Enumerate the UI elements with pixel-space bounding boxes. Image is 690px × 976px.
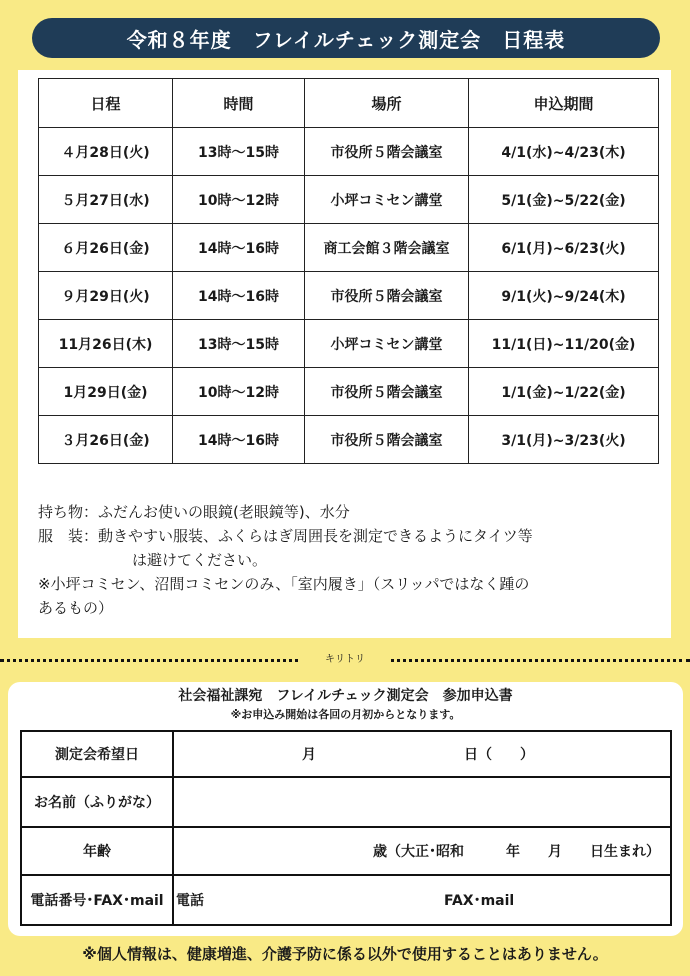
privacy-note: ※個人情報は、健康増進、介護予防に係る以外で使用することはありません。 — [82, 945, 608, 963]
contact-label: 電話番号･FAX･mail — [21, 875, 173, 925]
column-header-date: 日程 — [39, 79, 173, 128]
schedule-place: 商工会館３階会議室 — [305, 224, 469, 272]
schedule-place: 小坪コミセン講堂 — [305, 176, 469, 224]
month-label: 月 — [302, 747, 316, 763]
column-header-time: 時間 — [173, 79, 305, 128]
notes-section — [38, 500, 663, 620]
schedule-time: 10時〜12時 — [173, 176, 305, 224]
form-row-date — [21, 731, 671, 777]
note-indoor-shoes: ※小坪コミセン、沼間コミセンのみ、「室内履き」（スリッパではなく踵の — [38, 575, 530, 593]
form-row-age — [21, 827, 671, 875]
schedule-time: 13時〜15時 — [173, 128, 305, 176]
fax-mail-label: FAX･mail — [444, 893, 515, 909]
note-clothing-cont: は避けてください。 — [132, 551, 268, 569]
schedule-date: ６月26日(金) — [39, 224, 173, 272]
table-row — [39, 368, 659, 416]
phone-label: 電話 — [176, 893, 204, 909]
schedule-period: 3/1(月)~3/23(火) — [469, 416, 659, 464]
day-label: 日（ ） — [464, 747, 534, 763]
table-row — [39, 320, 659, 368]
schedule-place: 市役所５階会議室 — [305, 128, 469, 176]
form-row-contact — [21, 875, 671, 925]
form-row-name — [21, 777, 671, 827]
schedule-time: 13時〜15時 — [173, 320, 305, 368]
schedule-header-row — [39, 79, 659, 128]
schedule-panel — [18, 70, 671, 638]
schedule-table — [38, 78, 659, 464]
note-indoor-shoes-cont: あるもの） — [38, 599, 114, 617]
schedule-date: ９月29日(火) — [39, 272, 173, 320]
schedule-period: 11/1(日)~11/20(金) — [469, 320, 659, 368]
schedule-place: 市役所５階会議室 — [305, 272, 469, 320]
table-row — [39, 224, 659, 272]
application-form — [8, 682, 683, 936]
table-row — [39, 128, 659, 176]
schedule-date: 1月29日(金) — [39, 368, 173, 416]
application-table — [20, 730, 672, 926]
desired-date-field[interactable] — [173, 731, 671, 777]
schedule-place: 市役所５階会議室 — [305, 368, 469, 416]
schedule-time: 10時〜12時 — [173, 368, 305, 416]
schedule-date: 11月26日(木) — [39, 320, 173, 368]
schedule-date: ３月26日(金) — [39, 416, 173, 464]
desired-date-label: 測定会希望日 — [21, 731, 173, 777]
schedule-period: 4/1(水)~4/23(木) — [469, 128, 659, 176]
schedule-period: 9/1(火)~9/24(木) — [469, 272, 659, 320]
schedule-period: 1/1(金)~1/22(金) — [469, 368, 659, 416]
column-header-place: 場所 — [305, 79, 469, 128]
table-row — [39, 416, 659, 464]
form-subtitle: ※お申込み開始は各回の月初からとなります。 — [230, 708, 461, 721]
page-title: 令和８年度 フレイルチェック測定会 日程表 — [32, 18, 660, 58]
schedule-time: 14時〜16時 — [173, 272, 305, 320]
schedule-date: ５月27日(水) — [39, 176, 173, 224]
age-birth-text: 歳（大正･昭和 年 月 日生まれ） — [373, 844, 660, 860]
column-header-period: 申込期間 — [469, 79, 659, 128]
note-belongings: 持ち物：ふだんお使いの眼鏡(老眼鏡等)、水分 — [38, 503, 350, 521]
table-row — [39, 272, 659, 320]
age-label: 年齢 — [21, 827, 173, 875]
name-field[interactable] — [173, 777, 671, 827]
form-title: 社会福祉課宛 フレイルチェック測定会 参加申込書 — [178, 688, 513, 704]
age-field[interactable] — [173, 827, 671, 875]
schedule-place: 市役所５階会議室 — [305, 416, 469, 464]
schedule-period: 5/1(金)~5/22(金) — [469, 176, 659, 224]
schedule-place: 小坪コミセン講堂 — [305, 320, 469, 368]
contact-field[interactable] — [173, 875, 671, 925]
schedule-time: 14時〜16時 — [173, 416, 305, 464]
schedule-time: 14時〜16時 — [173, 224, 305, 272]
schedule-period: 6/1(月)~6/23(火) — [469, 224, 659, 272]
note-clothing: 服 装：動きやすい服装、ふくらはぎ周囲長を測定できるようにタイツ等 — [38, 527, 533, 545]
table-row — [39, 176, 659, 224]
schedule-date: ４月28日(火) — [39, 128, 173, 176]
cut-label: キリトリ — [300, 652, 390, 668]
name-label: お名前（ふりがな） — [21, 777, 173, 827]
